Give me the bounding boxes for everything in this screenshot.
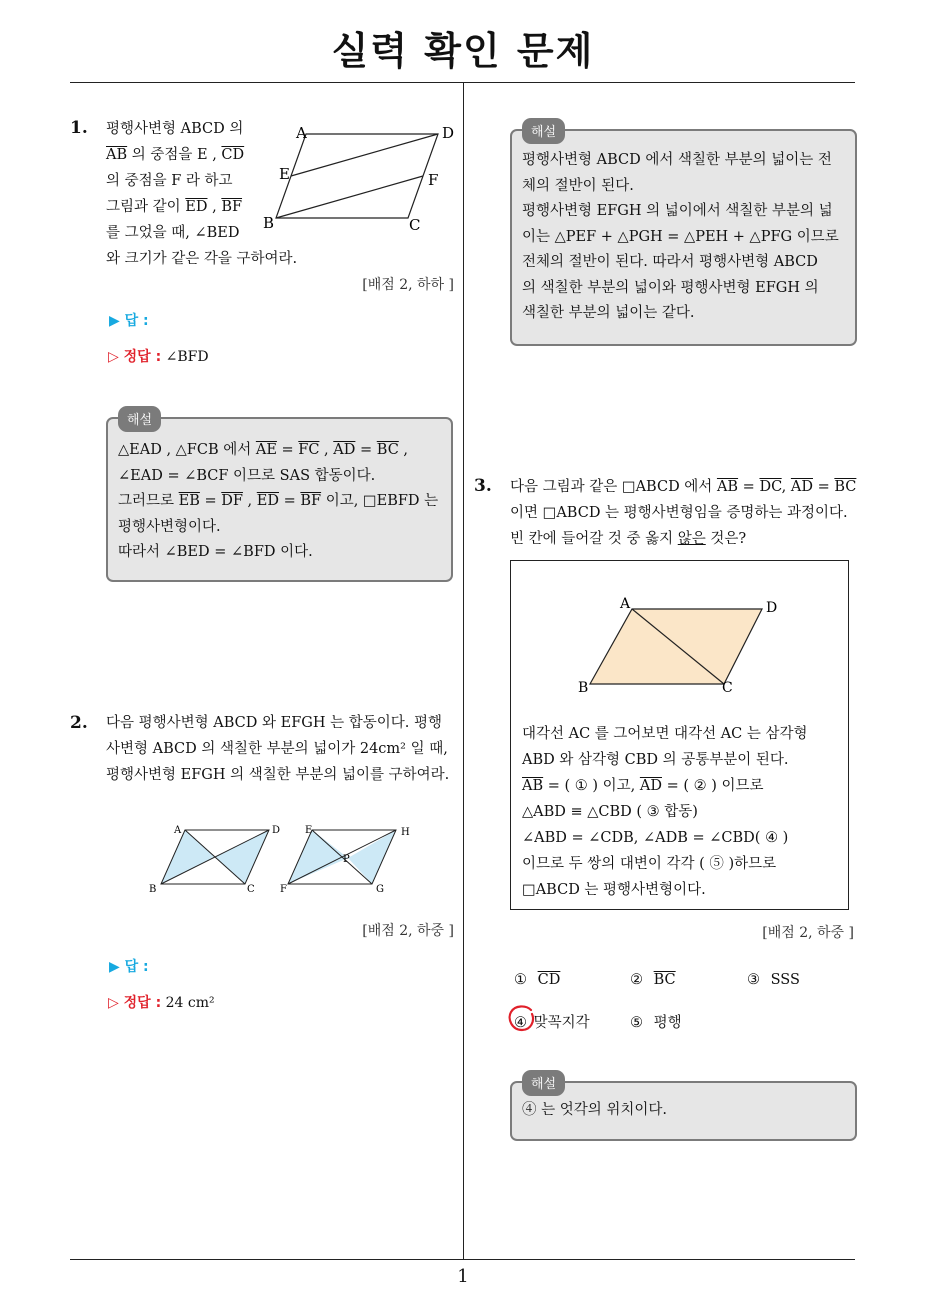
- q1-label-d: D: [442, 124, 455, 142]
- q3-label-d: D: [766, 600, 778, 616]
- q1-sol-line-4: 평행사변형이다.: [118, 518, 221, 535]
- q3-proof-line-5: ∠ABD = ∠CDB, ∠ADB = ∠CBD( ④ ): [522, 830, 789, 846]
- q3-proof-line-1: 대각선 AC 를 그어보면 대각선 AC 는 삼각형: [522, 726, 808, 742]
- q2-label-h: H: [401, 827, 410, 838]
- q3-sol-line-1: ④ 는 엇각의 위치이다.: [522, 1102, 667, 1118]
- q3-choice-5-text: 평행: [653, 1015, 682, 1031]
- q1-sol-line-2: ∠EAD = ∠BCF 이므로 SAS 합동이다.: [118, 467, 376, 484]
- q3-parallelogram-fill: [590, 609, 762, 684]
- q2-label-a: A: [174, 825, 182, 836]
- q1-line-4: 그림과 같이 $\overline{ED}$ , $\overline{BF}$: [106, 199, 243, 215]
- q1-correct-answer: [108, 346, 209, 366]
- q2-sol-line-5: 전체의 절반이 된다. 따라서 평행사변형 ABCD: [522, 254, 818, 270]
- q1-label-f: F: [428, 171, 439, 189]
- q2-efgh-shaded-1: [288, 830, 348, 884]
- q3-choice-3[interactable]: [747, 972, 800, 988]
- q3-score: [배점 2, 하중 ]: [762, 925, 854, 941]
- q1-solution-tag: 해설: [118, 406, 161, 432]
- question-2-text: [106, 710, 449, 788]
- selected-answer-circle-icon: [507, 1004, 537, 1034]
- page-title: 실력 확인 문제: [331, 29, 595, 73]
- q3-choice-2[interactable]: [630, 972, 676, 988]
- q2-label-c: C: [247, 884, 255, 895]
- q2-answer-label: ▶ 답 :: [109, 959, 149, 975]
- q1-label-a: A: [296, 124, 307, 142]
- q3-proof-line-3: $\overline{AB}$ = ( ① ) 이고, $\overline{AD}$ = ( ② ) 이므로: [522, 778, 764, 794]
- q1-solution-text: [118, 438, 438, 566]
- q3-label-c: C: [722, 680, 733, 696]
- q3-solution-tag: 해설: [522, 1070, 565, 1096]
- q1-segment-bf: [276, 176, 423, 218]
- q2-sol-line-1: 평행사변형 ABCD 에서 색칠한 부분의 넓이는 전: [522, 152, 832, 168]
- q1-label-c: C: [409, 216, 421, 234]
- q1-label-b: B: [263, 214, 275, 232]
- footer-rule: [70, 1259, 855, 1260]
- q3-solution-text: [522, 1098, 667, 1124]
- q2-efgh-shaded-2: [348, 830, 396, 884]
- q3-proof-line-4: △ABD ≡ △CBD ( ③ 합동): [522, 804, 698, 820]
- q2-label-e: E: [305, 825, 313, 836]
- q2-correct-answer: [108, 992, 215, 1012]
- q2-label-d: D: [272, 825, 281, 836]
- q3-choice-5-num: ⑤: [630, 1015, 643, 1031]
- q2-sol-line-2: 체의 절반이 된다.: [522, 177, 634, 194]
- q2-correct-label: ▷ 정답 :: [108, 995, 162, 1011]
- q3-choice-3-text: SSS: [770, 972, 800, 988]
- q2-sol-line-4: 이는 △PEF + △PGH = △PEH + △PFG 이므로: [522, 228, 839, 245]
- q3-line-2: 이면 □ABCD 는 평행사변형임을 증명하는 과정이다.: [510, 505, 848, 521]
- q2-solution-tag: 해설: [522, 118, 565, 144]
- q3-choice-2-num: ②: [630, 972, 643, 988]
- q1-correct-label: ▷ 정답 :: [108, 349, 162, 365]
- q3-choice-3-num: ③: [747, 972, 760, 988]
- q3-label-b: B: [578, 680, 589, 696]
- q2-label-p: P: [343, 854, 350, 865]
- q1-segment-ed: [291, 134, 438, 176]
- question-3-text: [510, 474, 856, 552]
- q3-proof-line-7: □ABCD 는 평행사변형이다.: [522, 882, 706, 898]
- q2-line-2: 사변형 ABCD 의 색칠한 부분의 넓이가 24cm² 일 때,: [106, 741, 448, 757]
- q1-answer-label: ▶ 답 :: [109, 313, 149, 329]
- q1-parallelogram-figure: [258, 120, 458, 235]
- q2-sol-line-6: 의 색칠한 부분의 넓이와 평행사변형 EFGH 의: [522, 279, 819, 296]
- q3-proof-line-6: 이므로 두 쌍의 대변이 각각 ( ⑤ )하므로: [522, 856, 777, 872]
- q2-correct-value: 24 cm²: [165, 995, 215, 1011]
- q3-choice-1[interactable]: [514, 972, 560, 988]
- q2-abcd-shaded: [161, 830, 215, 884]
- q2-line-3: 평행사변형 EFGH 의 색칠한 부분의 넓이를 구하여라.: [106, 767, 450, 783]
- q2-solution-text: [522, 148, 839, 327]
- q1-score: [배점 2, 하하 ]: [362, 277, 454, 293]
- q2-label-f: F: [280, 884, 287, 895]
- q1-sol-line-3: 그러므로 $\overline{EB} = \overline{DF}$ , $\overline{ED} = \overline{BF}$ 이고, □EBFD 는: [118, 493, 439, 509]
- column-divider: [463, 83, 464, 1259]
- q3-choice-2-text: $\overline{BC}$: [653, 972, 676, 988]
- q3-proof-text: [522, 721, 808, 903]
- q3-choice-1-num: ①: [514, 972, 527, 988]
- page-number: 1: [457, 1266, 469, 1287]
- q2-line-1: 다음 평행사변형 ABCD 와 EFGH 는 합동이다. 평행: [106, 715, 442, 731]
- q1-sol-line-1: △EAD , △FCB 에서 $\overline{AE} = \overline{FC}$ , $\overline{AD} = \overline{BC}$ ,: [118, 442, 409, 458]
- q1-label-e: E: [279, 165, 290, 183]
- q3-choice-1-text: $\overline{CD}$: [537, 972, 561, 988]
- q1-sol-line-5: 따라서 ∠BED = ∠BFD 이다.: [118, 544, 313, 560]
- q2-sol-line-7: 색칠한 부분의 넓이는 같다.: [522, 305, 695, 321]
- q1-line-5: 를 그었을 때, ∠BED: [106, 225, 240, 241]
- question-1-number: 1.: [70, 118, 88, 138]
- q3-proof-line-2: ABD 와 삼각형 CBD 의 공통부분이 된다.: [522, 752, 789, 768]
- question-2-number: 2.: [70, 713, 88, 733]
- q2-parallelograms-figure: [140, 818, 420, 898]
- q1-line-3: 의 중점을 F 라 하고: [106, 173, 233, 189]
- q3-parallelogram-figure: [570, 590, 790, 700]
- q3-choice-4-num: ④: [514, 1015, 527, 1031]
- q3-line-3: 빈 칸에 들어갈 것 중 옳지 않은 것은?: [510, 531, 747, 547]
- q2-score: [배점 2, 하중 ]: [362, 923, 454, 939]
- q3-label-a: A: [620, 596, 631, 612]
- q2-label-g: G: [376, 884, 384, 895]
- q3-choice-5[interactable]: [630, 1011, 682, 1032]
- q3-line-1: 다음 그림과 같은 □ABCD 에서 $\overline{AB} = \overline{DC}$, $\overline{AD} = \overline{BC}$: [510, 479, 857, 495]
- q1-line-1: 평행사변형 ABCD 의: [106, 121, 244, 137]
- q1-parallelogram: [276, 134, 438, 218]
- q3-choice-4-text: 맞꼭지각: [533, 1015, 590, 1031]
- q1-line-2: $\overline{AB}$ 의 중점을 E , $\overline{CD}$: [106, 147, 245, 163]
- q2-abcd-shaded-2: [215, 830, 269, 884]
- q2-sol-line-3: 평행사변형 EFGH 의 넓이에서 색칠한 부분의 넓: [522, 203, 833, 219]
- q2-label-b: B: [149, 884, 157, 895]
- q1-correct-value: ∠BFD: [165, 349, 209, 365]
- q1-line-6: 와 크기가 같은 각을 구하여라.: [106, 251, 298, 267]
- question-3-number: 3.: [474, 476, 492, 496]
